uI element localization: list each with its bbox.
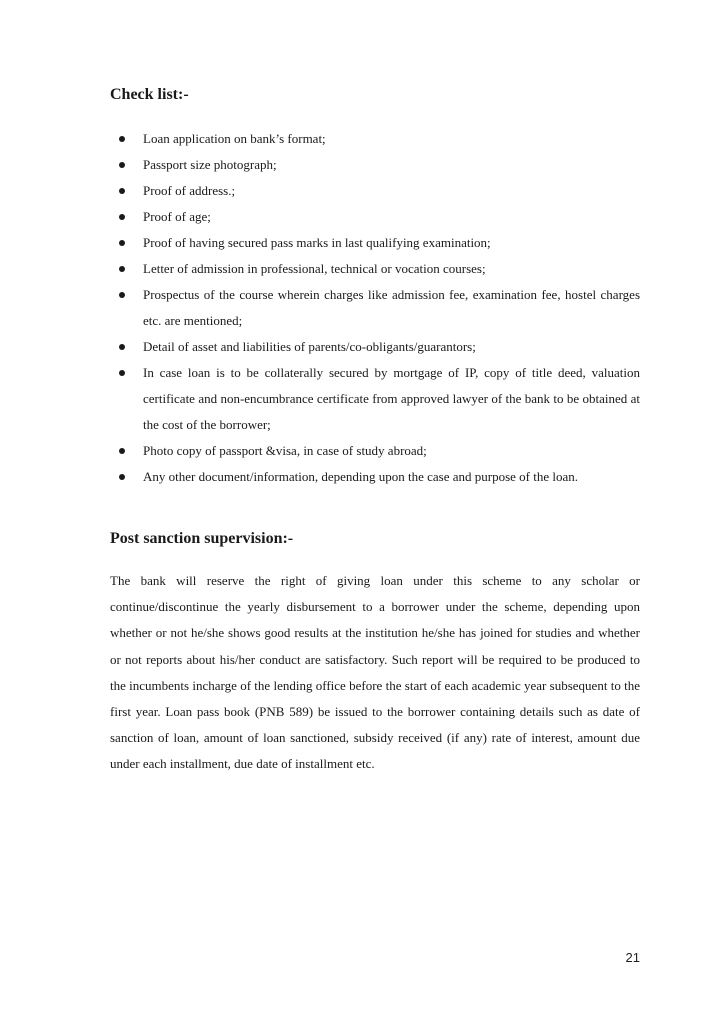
list-item: Proof of age; xyxy=(110,204,640,230)
bullet-icon xyxy=(119,448,125,454)
list-item: In case loan is to be collaterally secured by mortgage of IP, copy of title deed, valuation certificate and non-encumbrance certificate from approved lawyer of the bank to be obtained at the cost of the borrower; xyxy=(110,360,640,438)
bullet-icon xyxy=(119,292,125,298)
checklist-heading: Check list:- xyxy=(110,86,189,103)
page-number: 21 xyxy=(625,950,640,965)
list-item: Detail of asset and liabilities of parents/co-obligants/guarantors; xyxy=(110,334,640,360)
checklist xyxy=(110,126,640,490)
bullet-icon xyxy=(119,136,125,142)
list-item: Photo copy of passport &visa, in case of study abroad; xyxy=(110,438,640,464)
post-sanction-heading: Post sanction supervision:- xyxy=(110,530,294,547)
list-item: Prospectus of the course wherein charges like admission fee, examination fee, hostel charges etc. are mentioned; xyxy=(110,282,640,334)
post-sanction-paragraph: The bank will reserve the right of giving loan under this scheme to any scholar or continue/discontinue the yearly disbursement to a borrower under the scheme, depending upon whether or not he/she shows good results at the institution he/she has joined for studies and whether or not reports about his/her conduct are satisfactory. Such report will be required to be produced to the incumbents incharge of the lending office before the start of each academic year subsequent to the first year. Loan pass book (PNB 589) be issued to the borrower containing details such as date of sanction of loan, amount of loan sanctioned, subsidy received (if any) rate of interest, amount due under each installment, due date of installment etc. xyxy=(110,573,640,772)
list-item: Proof of having secured pass marks in last qualifying examination; xyxy=(110,230,640,256)
bullet-icon xyxy=(119,370,125,376)
bullet-icon xyxy=(119,344,125,350)
bullet-icon xyxy=(119,240,125,246)
bullet-icon xyxy=(119,266,125,272)
bullet-icon xyxy=(119,474,125,480)
list-item: Any other document/information, depending upon the case and purpose of the loan. xyxy=(110,464,640,490)
list-item: Proof of address.; xyxy=(110,178,640,204)
list-item: Passport size photograph; xyxy=(110,152,640,178)
bullet-icon xyxy=(119,162,125,168)
bullet-icon xyxy=(119,188,125,194)
bullet-icon xyxy=(119,214,125,220)
list-item: Letter of admission in professional, technical or vocation courses; xyxy=(110,256,640,282)
list-item: Loan application on bank’s format; xyxy=(110,126,640,152)
